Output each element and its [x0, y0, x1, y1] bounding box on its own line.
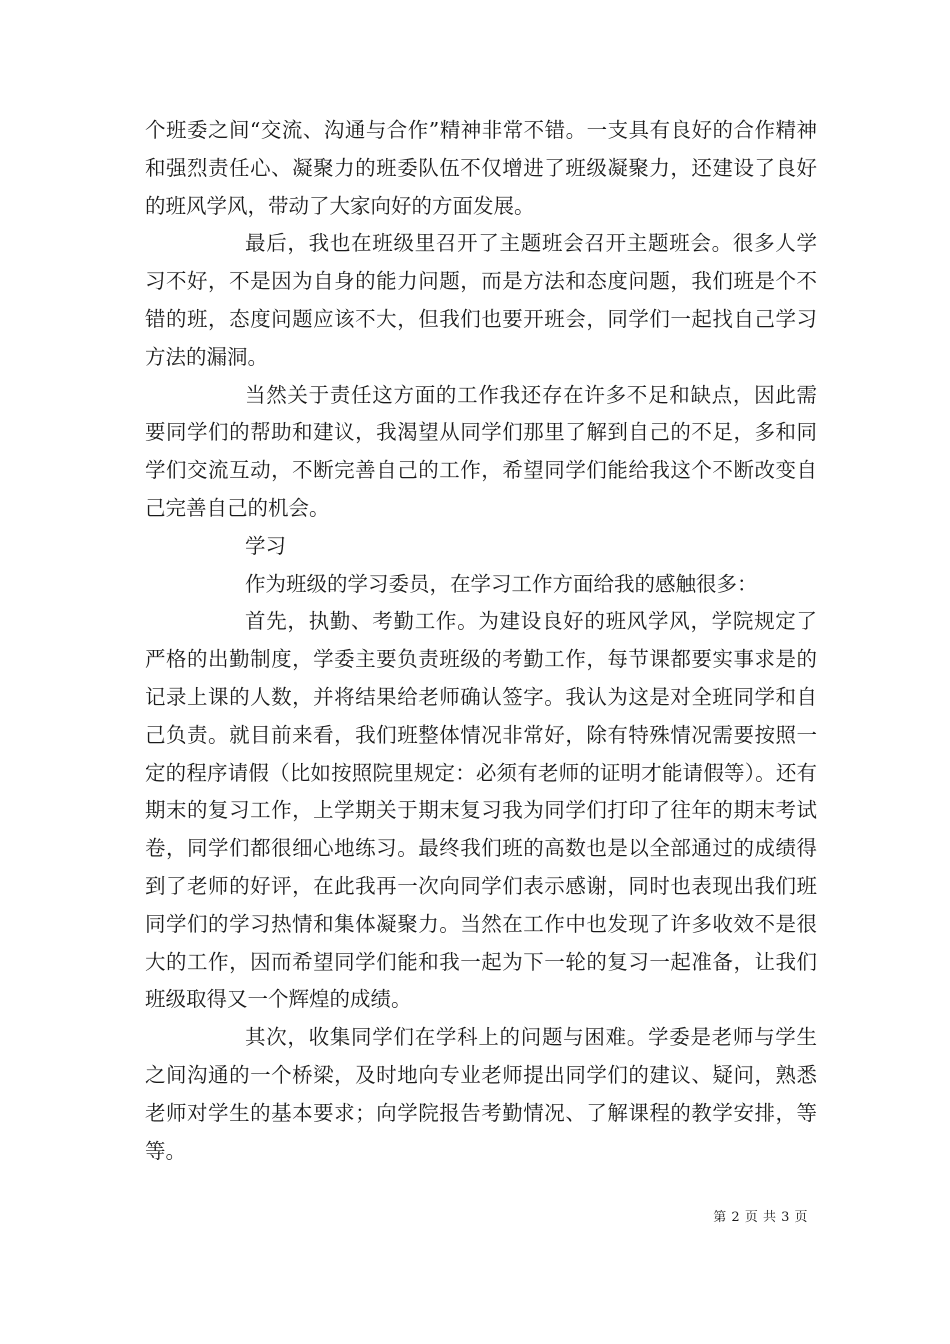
paragraph-2: 最后，我也在班级里召开了主题班会召开主题班会。很多人学习不好，不是因为自身的能力问题，而是方法和态度问题，我们班是个不错的班，态度问题应该不大，但我们也要开班会，同学们一起找自己学习方法的漏洞。: [145, 231, 817, 369]
paragraph-7: 其次，收集同学们在学科上的问题与困难。学委是老师与学生之间沟通的一个桥梁，及时地向专业老师提出同学们的建议、疑问，熟悉老师对学生的基本要求；向学院报告考勤情况、了解课程的教学安排，等等。: [145, 1025, 817, 1163]
paragraph-1: 个班委之间“交流、沟通与合作”精神非常不错。一支具有良好的合作精神和强烈责任心、凝聚力的班委队伍不仅增进了班级凝聚力，还建设了良好的班风学风，带动了大家向好的方面发展。: [145, 118, 817, 218]
page-number-footer: 第 2 页 共 3 页: [713, 1210, 808, 1225]
paragraph-3: 当然关于责任这方面的工作我还存在许多不足和缺点，因此需要同学们的帮助和建议，我渴望从同学们那里了解到自己的不足，多和同学们交流互动，不断完善自己的工作，希望同学们能给我这个不断改变自己完善自己的机会。: [145, 382, 817, 520]
paragraph-5: 作为班级的学习委员，在学习工作方面给我的感触很多：: [245, 571, 758, 596]
section-heading-study: 学习: [245, 533, 286, 558]
document-body: [145, 112, 817, 1170]
paragraph-6: 首先，执勤、考勤工作。为建设良好的班风学风，学院规定了严格的出勤制度，学委主要负责班级的考勤工作，每节课都要实事求是的记录上课的人数，并将结果给老师确认签字。我认为这是对全班同学和自己负责。就目前来看，我们班整体情况非常好，除有特殊情况需要按照一定的程序请假（比如按照院里规定：必须有老师的证明才能请假等）。还有期末的复习工作，上学期关于期末复习我为同学们打印了往年的期末考试卷，同学们都很细心地练习。最终我们班的高数也是以全部通过的成绩得到了老师的好评，在此我再一次向同学们表示感谢，同时也表现出我们班同学们的学习热情和集体凝聚力。当然在工作中也发现了许多收效不是很大的工作，因而希望同学们能和我一起为下一轮的复习一起准备，让我们班级取得又一个辉煌的成绩。: [145, 609, 817, 1012]
